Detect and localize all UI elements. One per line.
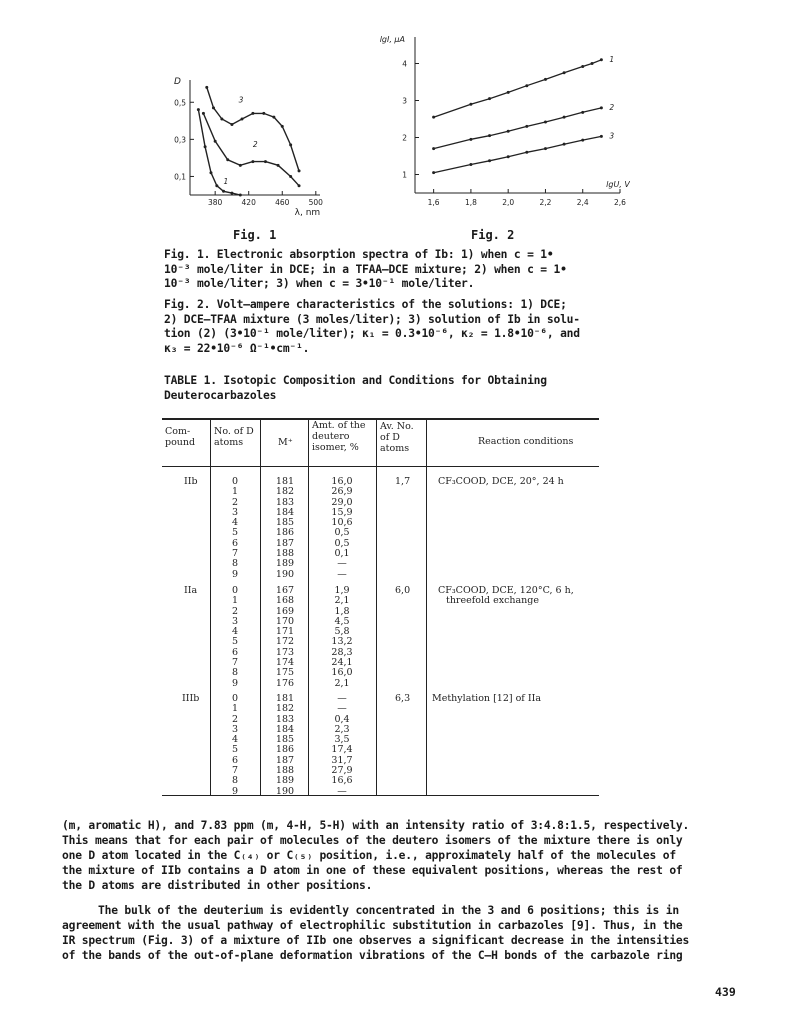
text-line: of the bands of the out-of-plane deformation vibrations of the C—H bonds of the carbazole ring bbox=[62, 949, 683, 962]
series-2-label: 2 bbox=[609, 102, 615, 112]
text-line: The bulk of the deuterium is evidently concentrated in the 3 and 6 positions; this is in bbox=[98, 904, 679, 917]
series-1-point bbox=[591, 62, 594, 65]
series-2-point bbox=[432, 147, 435, 150]
series-2-point bbox=[277, 164, 280, 167]
text-line: the mixture of IIb contains a D atom in one of these equivalent positions, whereas the rest of bbox=[62, 864, 683, 877]
m-column: 167 168 169 170 171 172 173 174 175 176 bbox=[275, 585, 295, 689]
text-line: (m, aromatic H), and 7.83 ppm (m, 4-H, 5-H) with an intensity ratio of 3:4.8:1.5, respectively. bbox=[62, 819, 690, 832]
y-tick-label: 0,3 bbox=[174, 135, 186, 145]
x-tick-label: 2,0 bbox=[502, 198, 515, 207]
col-divider bbox=[426, 418, 427, 796]
y-tick-label: 2 bbox=[402, 133, 407, 143]
av-value: 6,0 bbox=[395, 585, 411, 596]
fig2-chart bbox=[380, 33, 630, 213]
series-1-point bbox=[215, 184, 218, 187]
header-no-d: No. of D atoms bbox=[214, 426, 254, 448]
av-value: 6,3 bbox=[395, 693, 411, 704]
series-1-point bbox=[488, 97, 491, 100]
series-3-point bbox=[212, 106, 215, 109]
series-2-line bbox=[203, 113, 299, 185]
series-1-point bbox=[239, 194, 242, 197]
series-2-point bbox=[507, 130, 510, 133]
series-2-point bbox=[239, 164, 242, 167]
x-tick-label: 1,6 bbox=[427, 198, 440, 207]
series-2-point bbox=[214, 140, 217, 143]
table-title-line: Deuterocarbazoles bbox=[164, 388, 277, 402]
header-m: M⁺ bbox=[278, 437, 293, 448]
series-2-point bbox=[544, 120, 547, 123]
y-axis-label: D bbox=[174, 77, 181, 87]
caption-line: 10⁻³ mole/liter; 3) when c = 3•10⁻¹ mole/liter. bbox=[164, 277, 475, 290]
compound-name: IIa bbox=[184, 585, 198, 596]
series-3-point bbox=[563, 143, 566, 146]
series-3-point bbox=[230, 123, 233, 126]
series-3-label: 3 bbox=[609, 131, 615, 141]
conditions-text: CF₃COOD, DCE, 20°, 24 h bbox=[438, 476, 564, 487]
series-3-point bbox=[289, 143, 292, 146]
series-2-point bbox=[469, 138, 472, 141]
series-1-label: 1 bbox=[609, 54, 615, 64]
series-1-line bbox=[198, 110, 240, 195]
text-line: IR spectrum (Fig. 3) of a mixture of IIb one observes a significant decrease in the intensities bbox=[62, 934, 690, 947]
series-1-label: 1 bbox=[223, 176, 229, 186]
amt-column: 16,0 26,9 29,0 15,9 10,6 0,5 0,5 0,1 — — bbox=[331, 476, 353, 580]
series-3-point bbox=[469, 163, 472, 166]
series-2-point bbox=[563, 116, 566, 119]
series-3-point bbox=[581, 139, 584, 142]
series-2-point bbox=[488, 134, 491, 137]
body-paragraph-1 bbox=[62, 818, 762, 893]
series-2-point bbox=[289, 175, 292, 178]
series-3-label: 3 bbox=[238, 95, 244, 105]
series-1-point bbox=[563, 71, 566, 74]
series-1-point bbox=[230, 192, 233, 195]
col-divider bbox=[260, 418, 261, 796]
series-2-line bbox=[434, 108, 602, 149]
page-number: 439 bbox=[715, 985, 736, 999]
conditions-text: CF₃COOD, DCE, 120°C, 6 h, threefold exchange bbox=[438, 585, 574, 607]
av-value: 1,7 bbox=[395, 476, 411, 487]
series-1-point bbox=[209, 171, 212, 174]
x-tick-label: 2,2 bbox=[539, 198, 552, 207]
series-3-line bbox=[207, 87, 299, 170]
table-header-rule bbox=[162, 466, 599, 467]
fig1-label: Fig. 1 bbox=[233, 228, 277, 242]
series-3-point bbox=[262, 112, 265, 115]
series-3-point bbox=[488, 159, 491, 162]
series-1-point bbox=[525, 84, 528, 87]
m-column: 181 182 183 184 185 186 187 188 189 190 bbox=[275, 693, 295, 797]
header-av: Av. No. of D atoms bbox=[380, 421, 414, 454]
amt-column: — — 0,4 2,3 3,5 17,4 31,7 27,9 16,6 — bbox=[331, 693, 353, 797]
series-2-point bbox=[525, 125, 528, 128]
no-d-column: 0 1 2 3 4 5 6 7 8 9 bbox=[231, 585, 239, 689]
fig1-chart bbox=[160, 70, 350, 220]
series-3-point bbox=[507, 155, 510, 158]
series-1-point bbox=[222, 190, 225, 193]
table-title bbox=[164, 374, 634, 403]
series-2-point bbox=[264, 160, 267, 163]
series-1-point bbox=[581, 65, 584, 68]
y-tick-label: 3 bbox=[402, 96, 407, 106]
series-3-point bbox=[600, 135, 603, 138]
series-2-point bbox=[600, 106, 603, 109]
header-conditions: Reaction conditions bbox=[478, 436, 574, 447]
y-axis-label: lgI, μA bbox=[380, 35, 405, 44]
series-3-point bbox=[241, 117, 244, 120]
caption-line: tion (2) (3•10⁻¹ mole/liter); κ₁ = 0.3•10⁻⁶, κ₂ = 1.8•10⁻⁶, and bbox=[164, 327, 580, 340]
header-amt: Amt. of the deutero isomer, % bbox=[312, 420, 366, 453]
series-3-point bbox=[281, 125, 284, 128]
series-1-point bbox=[600, 58, 603, 61]
y-tick-label: 1 bbox=[402, 170, 407, 180]
series-1-point bbox=[469, 103, 472, 106]
series-1-line bbox=[434, 60, 602, 117]
x-axis-label: lgU, V bbox=[606, 180, 630, 189]
series-2-point bbox=[298, 184, 301, 187]
isotope-table bbox=[162, 418, 599, 796]
text-line: one D atom located in the C₍₄₎ or C₍₅₎ position, i.e., approximately half of the molecules of bbox=[62, 849, 676, 862]
series-1-point bbox=[197, 108, 200, 111]
series-1-point bbox=[204, 145, 207, 148]
col-divider bbox=[210, 418, 211, 796]
series-2-point bbox=[202, 112, 205, 115]
col-divider bbox=[308, 418, 309, 796]
amt-column: 1,9 2,1 1,8 4,5 5,8 13,2 28,3 24,1 16,0 2,1 bbox=[331, 585, 353, 689]
caption-line: 10⁻³ mole/liter in DCE; in a TFAA—DCE mixture; 2) when c = 1• bbox=[164, 262, 567, 276]
text-line: This means that for each pair of molecules of the deutero isomers of the mixture there is only bbox=[62, 834, 683, 847]
series-2-point bbox=[226, 158, 229, 161]
series-3-point bbox=[432, 171, 435, 174]
no-d-column: 0 1 2 3 4 5 6 7 8 9 bbox=[231, 476, 239, 580]
no-d-column: 0 1 2 3 4 5 6 7 8 9 bbox=[231, 693, 239, 797]
m-column: 181 182 183 184 185 186 187 188 189 190 bbox=[275, 476, 295, 580]
series-2-point bbox=[251, 160, 254, 163]
x-tick-label: 380 bbox=[207, 198, 223, 207]
compound-name: IIb bbox=[184, 476, 198, 487]
series-3-point bbox=[544, 147, 547, 150]
y-tick-label: 4 bbox=[402, 59, 407, 69]
caption-line: κ₃ = 22•10⁻⁶ Ω⁻¹•cm⁻¹. bbox=[164, 341, 310, 355]
series-1-point bbox=[432, 116, 435, 119]
fig2-caption bbox=[164, 298, 634, 356]
caption-line: 2) DCE—TFAA mixture (3 moles/liter); 3) solution of Ib in solu- bbox=[164, 312, 580, 326]
conditions-text: Methylation [12] of IIa bbox=[432, 693, 542, 704]
fig2-label: Fig. 2 bbox=[471, 228, 515, 242]
x-axis-label: λ, nm bbox=[294, 208, 321, 218]
header-compound: Com- pound bbox=[165, 426, 196, 448]
series-3-point bbox=[298, 169, 301, 172]
y-tick-label: 0,1 bbox=[174, 172, 186, 182]
series-2-point bbox=[581, 111, 584, 114]
text-line: the D atoms are distributed in other positions. bbox=[62, 879, 373, 892]
x-tick-label: 460 bbox=[275, 198, 290, 207]
caption-line: Fig. 2. Volt—ampere characteristics of the solutions: 1) DCE; bbox=[164, 298, 567, 311]
body-paragraph-2 bbox=[62, 903, 762, 963]
caption-line: Fig. 1. Electronic absorption spectra of Ib: 1) when c = 1• bbox=[164, 248, 554, 261]
series-2-label: 2 bbox=[252, 139, 258, 149]
series-3-point bbox=[205, 86, 208, 89]
table-top-rule bbox=[162, 418, 599, 420]
series-1-point bbox=[507, 91, 510, 94]
series-1-point bbox=[544, 78, 547, 81]
x-tick-label: 2,4 bbox=[576, 198, 589, 207]
series-3-point bbox=[525, 151, 528, 154]
x-tick-label: 500 bbox=[308, 198, 323, 207]
series-3-point bbox=[220, 117, 223, 120]
series-3-point bbox=[272, 116, 275, 119]
x-tick-label: 2,6 bbox=[614, 198, 626, 207]
x-tick-label: 1,8 bbox=[464, 198, 477, 207]
series-3-point bbox=[251, 112, 254, 115]
y-tick-label: 0,5 bbox=[174, 98, 186, 108]
x-tick-label: 420 bbox=[241, 198, 256, 207]
compound-name: IIIb bbox=[182, 693, 200, 704]
fig1-caption bbox=[164, 248, 634, 292]
text-line: agreement with the usual pathway of electrophilic substitution in carbazoles [9]. Thus, in the bbox=[62, 919, 683, 932]
table-title-line: TABLE 1. Isotopic Composition and Conditions for Obtaining bbox=[164, 374, 547, 387]
col-divider bbox=[376, 418, 377, 796]
